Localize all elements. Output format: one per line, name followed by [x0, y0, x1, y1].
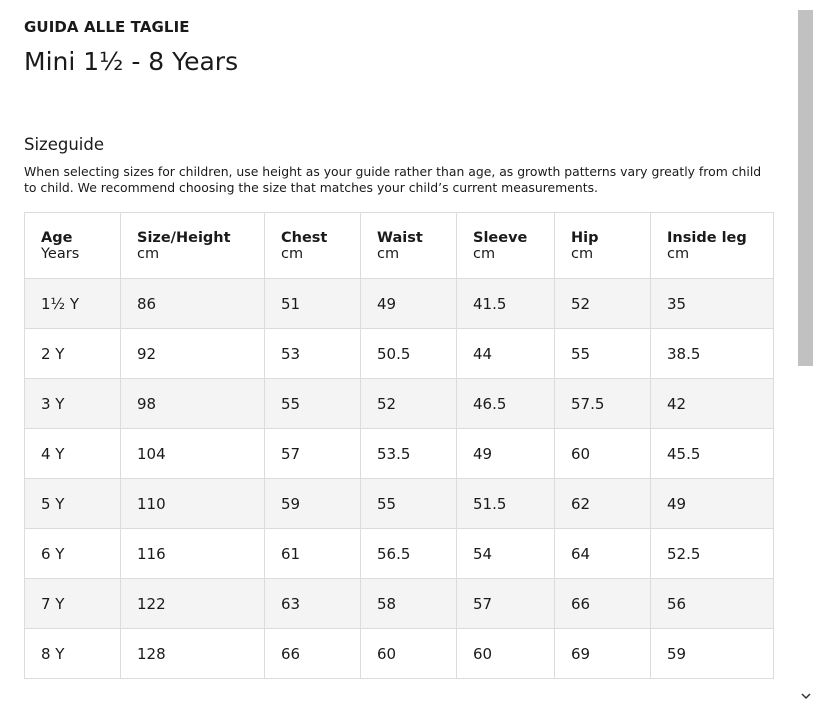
table-row: [25, 479, 774, 529]
table-cell: 66: [555, 579, 651, 629]
table-cell: 55: [555, 329, 651, 379]
column-header: [265, 213, 361, 279]
table-cell: 44: [457, 329, 555, 379]
table-cell: 42: [651, 379, 774, 429]
table-cell: 92: [121, 329, 265, 379]
table-cell: 55: [265, 379, 361, 429]
size-table: [24, 212, 774, 679]
table-header: [25, 213, 774, 279]
table-cell: 54: [457, 529, 555, 579]
table-cell: 50.5: [361, 329, 457, 379]
table-cell: 60: [361, 629, 457, 679]
table-cell: 1½ Y: [25, 279, 121, 329]
table-cell: 116: [121, 529, 265, 579]
table-cell: 49: [651, 479, 774, 529]
table-cell: 51: [265, 279, 361, 329]
table-cell: 46.5: [457, 379, 555, 429]
table-cell: 86: [121, 279, 265, 329]
table-cell: 59: [265, 479, 361, 529]
table-cell: 41.5: [457, 279, 555, 329]
column-header: [361, 213, 457, 279]
table-row: [25, 379, 774, 429]
table-cell: 59: [651, 629, 774, 679]
table-cell: 66: [265, 629, 361, 679]
table-cell: 104: [121, 429, 265, 479]
column-header-unit: cm: [377, 245, 400, 262]
bottom-strip: [0, 705, 814, 727]
column-header-name: Waist: [377, 229, 423, 246]
table-cell: 2 Y: [25, 329, 121, 379]
column-header-name: Inside leg: [667, 229, 747, 246]
scrollbar[interactable]: [797, 0, 814, 705]
table-row: [25, 529, 774, 579]
table-cell: 52: [361, 379, 457, 429]
table-cell: 64: [555, 529, 651, 579]
table-cell: 57: [265, 429, 361, 479]
table-row: [25, 629, 774, 679]
intro-text: When selecting sizes for children, use height as your guide rather than age, as growth patterns vary greatly from child to child. We recommend choosing the size that matches your child’s current measurements.: [24, 164, 762, 195]
table-body: [25, 279, 774, 679]
table-row: [25, 429, 774, 479]
table-row: [25, 279, 774, 329]
column-header-name: Sleeve: [473, 229, 528, 246]
table-cell: 57.5: [555, 379, 651, 429]
table-cell: 52: [555, 279, 651, 329]
table-header-row: [25, 213, 774, 279]
page-title: Mini 1½ - 8 Years: [24, 47, 239, 76]
table-cell: 63: [265, 579, 361, 629]
table-row: [25, 579, 774, 629]
table-cell: 55: [361, 479, 457, 529]
column-header-name: Age: [41, 229, 73, 246]
table-cell: 49: [457, 429, 555, 479]
table-cell: 57: [457, 579, 555, 629]
table-cell: 45.5: [651, 429, 774, 479]
table-cell: 62: [555, 479, 651, 529]
table-cell: 56.5: [361, 529, 457, 579]
section-title: Sizeguide: [24, 135, 105, 154]
table-cell: 53.5: [361, 429, 457, 479]
table-cell: 110: [121, 479, 265, 529]
column-header-unit: cm: [281, 245, 304, 262]
table-cell: 61: [265, 529, 361, 579]
table-cell: 35: [651, 279, 774, 329]
table-cell: 49: [361, 279, 457, 329]
table-cell: 60: [555, 429, 651, 479]
column-header: [651, 213, 774, 279]
table-cell: 4 Y: [25, 429, 121, 479]
table-row: [25, 329, 774, 379]
column-header-unit: Years: [41, 245, 80, 262]
table-cell: 8 Y: [25, 629, 121, 679]
column-header-unit: cm: [137, 245, 160, 262]
column-header-name: Chest: [281, 229, 328, 246]
column-header: [457, 213, 555, 279]
column-header-unit: cm: [667, 245, 690, 262]
column-header-name: Size/Height: [137, 229, 231, 246]
eyebrow-label: GUIDA ALLE TAGLIE: [24, 18, 190, 36]
table-cell: 60: [457, 629, 555, 679]
column-header-unit: cm: [571, 245, 594, 262]
table-cell: 38.5: [651, 329, 774, 379]
table-cell: 53: [265, 329, 361, 379]
table-cell: 58: [361, 579, 457, 629]
table-cell: 5 Y: [25, 479, 121, 529]
scrollbar-thumb[interactable]: [798, 10, 813, 366]
table-cell: 3 Y: [25, 379, 121, 429]
table-cell: 6 Y: [25, 529, 121, 579]
column-header-name: Hip: [571, 229, 599, 246]
table-cell: 7 Y: [25, 579, 121, 629]
table-cell: 56: [651, 579, 774, 629]
table-cell: 52.5: [651, 529, 774, 579]
column-header: [121, 213, 265, 279]
column-header: [555, 213, 651, 279]
scroll-down-arrow-icon[interactable]: [797, 688, 814, 704]
column-header: [25, 213, 121, 279]
table-cell: 128: [121, 629, 265, 679]
scroll-up-arrow-icon[interactable]: [797, 0, 814, 9]
table-cell: 51.5: [457, 479, 555, 529]
column-header-unit: cm: [473, 245, 496, 262]
table-cell: 98: [121, 379, 265, 429]
table-cell: 122: [121, 579, 265, 629]
table-cell: 69: [555, 629, 651, 679]
